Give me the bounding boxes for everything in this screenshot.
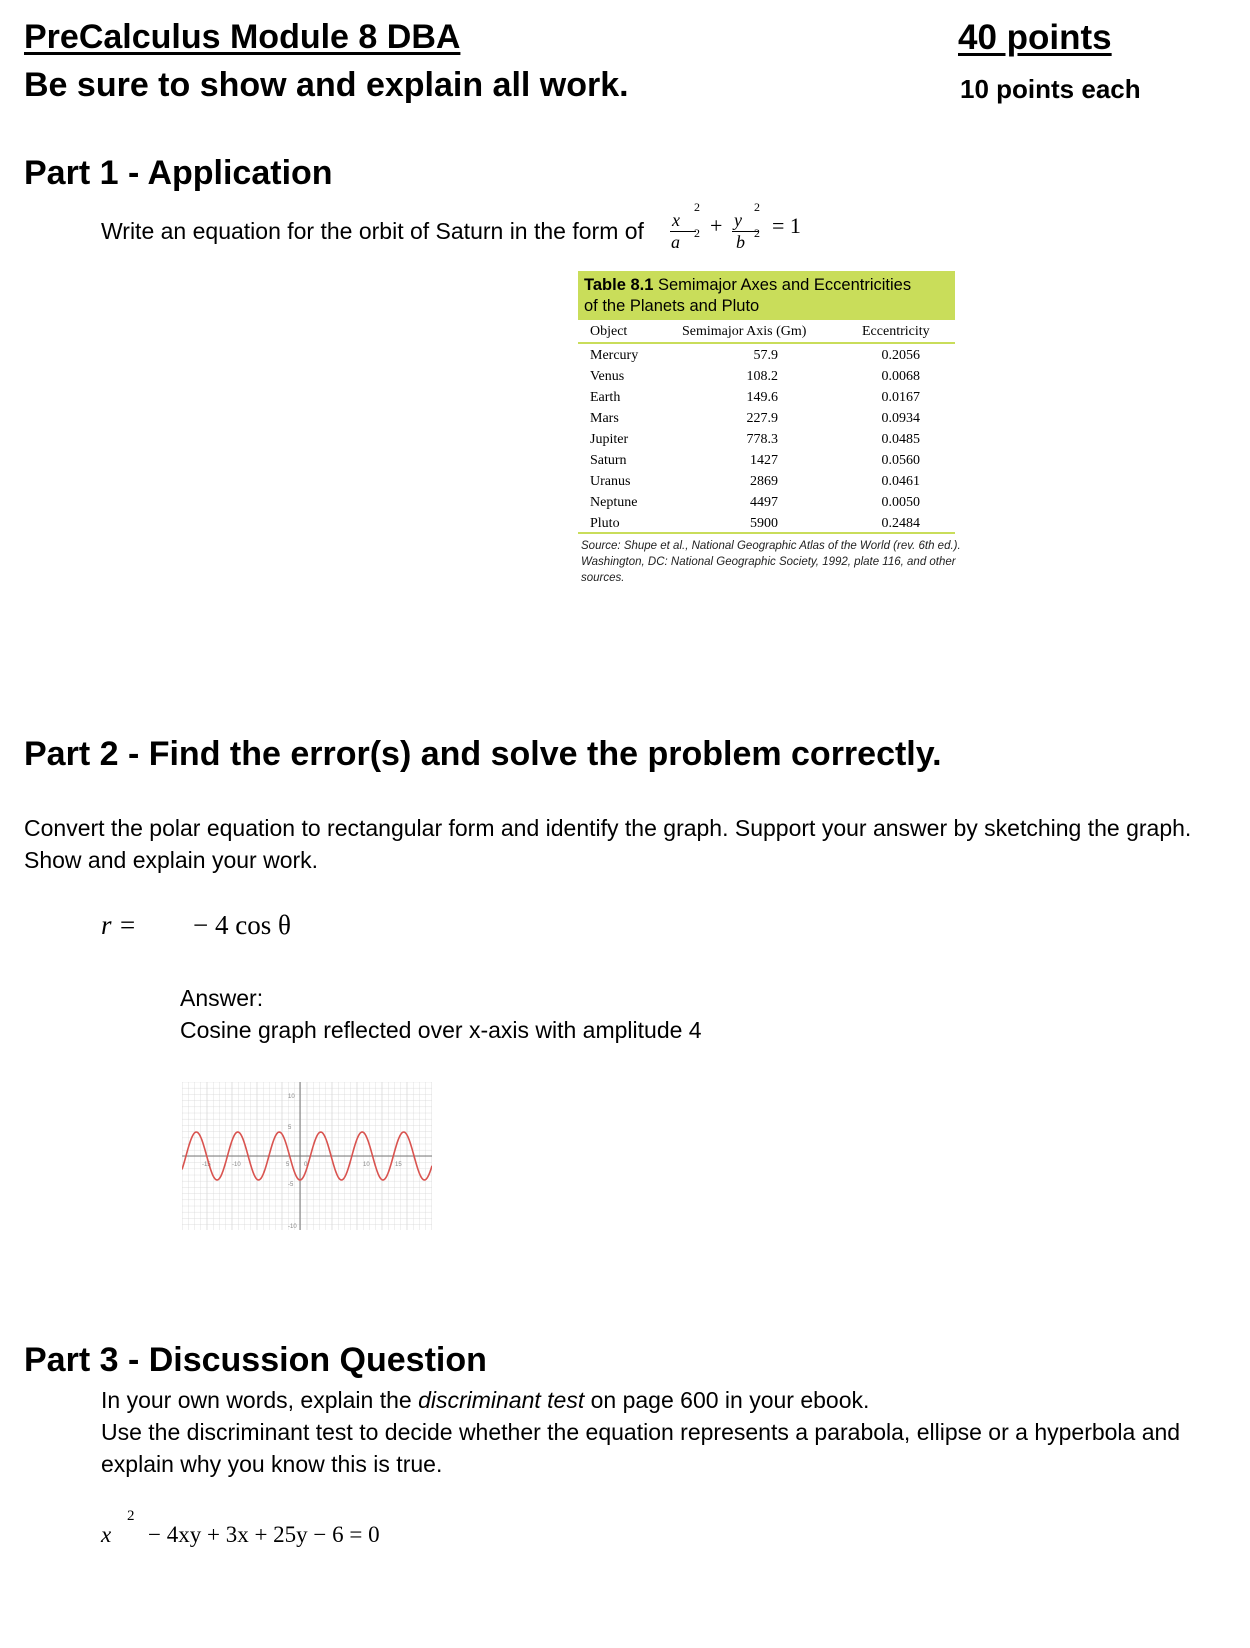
formula-a: a: [671, 232, 680, 252]
y-tick-label: -10: [288, 1224, 297, 1230]
row-object: Neptune: [590, 495, 638, 510]
x-tick-label: -10: [232, 1162, 241, 1168]
row-semimajor: 4497: [750, 495, 778, 510]
y-tick-label: -5: [288, 1182, 294, 1188]
formula-equals: = 1: [772, 213, 801, 238]
row-semimajor: 778.3: [746, 432, 778, 447]
part3-line1-post: on page 600 in your ebook.: [584, 1387, 870, 1413]
part2-heading: Part 2 - Find the error(s) and solve the problem correctly.: [24, 735, 942, 773]
row-eccentricity: 0.0068: [881, 369, 920, 384]
conic-eq-exp: 2: [127, 1508, 135, 1524]
formula-a-exp: 2: [694, 226, 700, 240]
part3-line2: Use the discriminant test to decide whether the equation represents a parabola, ellipse or a hyperbola and explain why you know this is true.: [101, 1419, 1181, 1477]
table-bottom-rule: [578, 532, 955, 534]
formula-plus: +: [710, 213, 723, 238]
row-eccentricity: 0.0560: [881, 453, 920, 468]
row-eccentricity: 0.0167: [881, 390, 920, 405]
row-semimajor: 227.9: [746, 411, 778, 426]
part1-prompt: Write an equation for the orbit of Saturn in the form of: [101, 218, 644, 244]
row-semimajor: 57.9: [753, 348, 778, 363]
row-eccentricity: 0.0485: [881, 432, 920, 447]
x-tick-label: 0: [304, 1162, 308, 1168]
x-tick-label: 10: [363, 1162, 370, 1168]
table-caption-line2: of the Planets and Pluto: [584, 297, 760, 315]
part3-line1-pre: In your own words, explain the: [101, 1387, 419, 1413]
table-caption: [578, 271, 955, 320]
part2-prompt: Convert the polar equation to rectangular form and identify the graph. Support your answer by sketching the graph. Show and explain your work.: [24, 815, 1192, 873]
row-semimajor: 2869: [750, 474, 778, 489]
row-semimajor: 149.6: [746, 390, 778, 405]
formula-y-exp: 2: [754, 200, 760, 214]
row-eccentricity: 0.0050: [881, 495, 920, 510]
cosine-graph-svg: [182, 1082, 432, 1230]
row-object: Earth: [590, 390, 621, 405]
polar-equation-rhs: − 4 cos θ: [193, 910, 291, 940]
formula-b: b: [736, 232, 745, 252]
row-object: Venus: [590, 369, 625, 384]
part3-line1: [101, 1384, 869, 1416]
row-semimajor: 5900: [750, 516, 778, 531]
table-source: Source: Shupe et al., National Geographic Atlas of the World (rev. 6th ed.). Washington, DC: National Geographic Society, 1992, plate 116, and other sources.: [581, 540, 961, 584]
row-object: Uranus: [590, 474, 631, 489]
x-tick-label: 5: [286, 1162, 290, 1168]
row-object: Mars: [590, 411, 619, 426]
part1-heading: Part 1 - Application: [24, 154, 333, 192]
x-tick-label: 15: [395, 1162, 402, 1168]
row-semimajor: 108.2: [746, 369, 778, 384]
x-tick-label: -15: [202, 1162, 211, 1168]
answer-label: Answer:: [180, 985, 264, 1011]
col-header-object: Object: [590, 324, 628, 339]
row-eccentricity: 0.2484: [881, 516, 920, 531]
cosine-graph: [182, 1082, 432, 1230]
formula-x-exp: 2: [694, 200, 700, 214]
y-tick-label: 5: [288, 1125, 292, 1131]
row-semimajor: 1427: [750, 453, 778, 468]
part3-heading: Part 3 - Discussion Question: [24, 1341, 487, 1379]
conic-eq-x: x: [101, 1522, 112, 1547]
total-points: 40 points: [958, 18, 1112, 57]
row-object: Pluto: [590, 516, 620, 531]
formula-b-exp: 2: [754, 226, 760, 240]
row-object: Jupiter: [590, 432, 629, 447]
row-eccentricity: 0.0934: [881, 411, 920, 426]
formula-y: y: [734, 210, 742, 230]
table-label: Table 8.1: [584, 276, 654, 294]
row-object: Mercury: [590, 348, 639, 363]
formula-x: x: [672, 210, 680, 230]
ellipse-formula: [660, 196, 860, 266]
document-title: PreCalculus Module 8 DBA: [24, 18, 461, 56]
discriminant-test-term: discriminant test: [418, 1387, 585, 1413]
row-eccentricity: 0.2056: [881, 348, 920, 363]
col-header-semimajor: Semimajor Axis (Gm): [682, 324, 807, 339]
answer-text: Cosine graph reflected over x-axis with amplitude 4: [180, 1017, 702, 1043]
y-tick-label: 10: [288, 1094, 295, 1100]
conic-eq-rest: − 4xy + 3x + 25y − 6 = 0: [148, 1522, 380, 1547]
row-eccentricity: 0.0461: [881, 474, 920, 489]
table-header-rule: [578, 342, 955, 344]
col-header-eccentricity: Eccentricity: [862, 324, 930, 339]
row-object: Saturn: [590, 453, 627, 468]
document-subtitle: Be sure to show and explain all work.: [24, 66, 629, 104]
polar-equation-lhs: r =: [101, 910, 137, 940]
points-each: 10 points each: [960, 74, 1141, 104]
table-caption-line1: Semimajor Axes and Eccentricities: [658, 276, 912, 294]
